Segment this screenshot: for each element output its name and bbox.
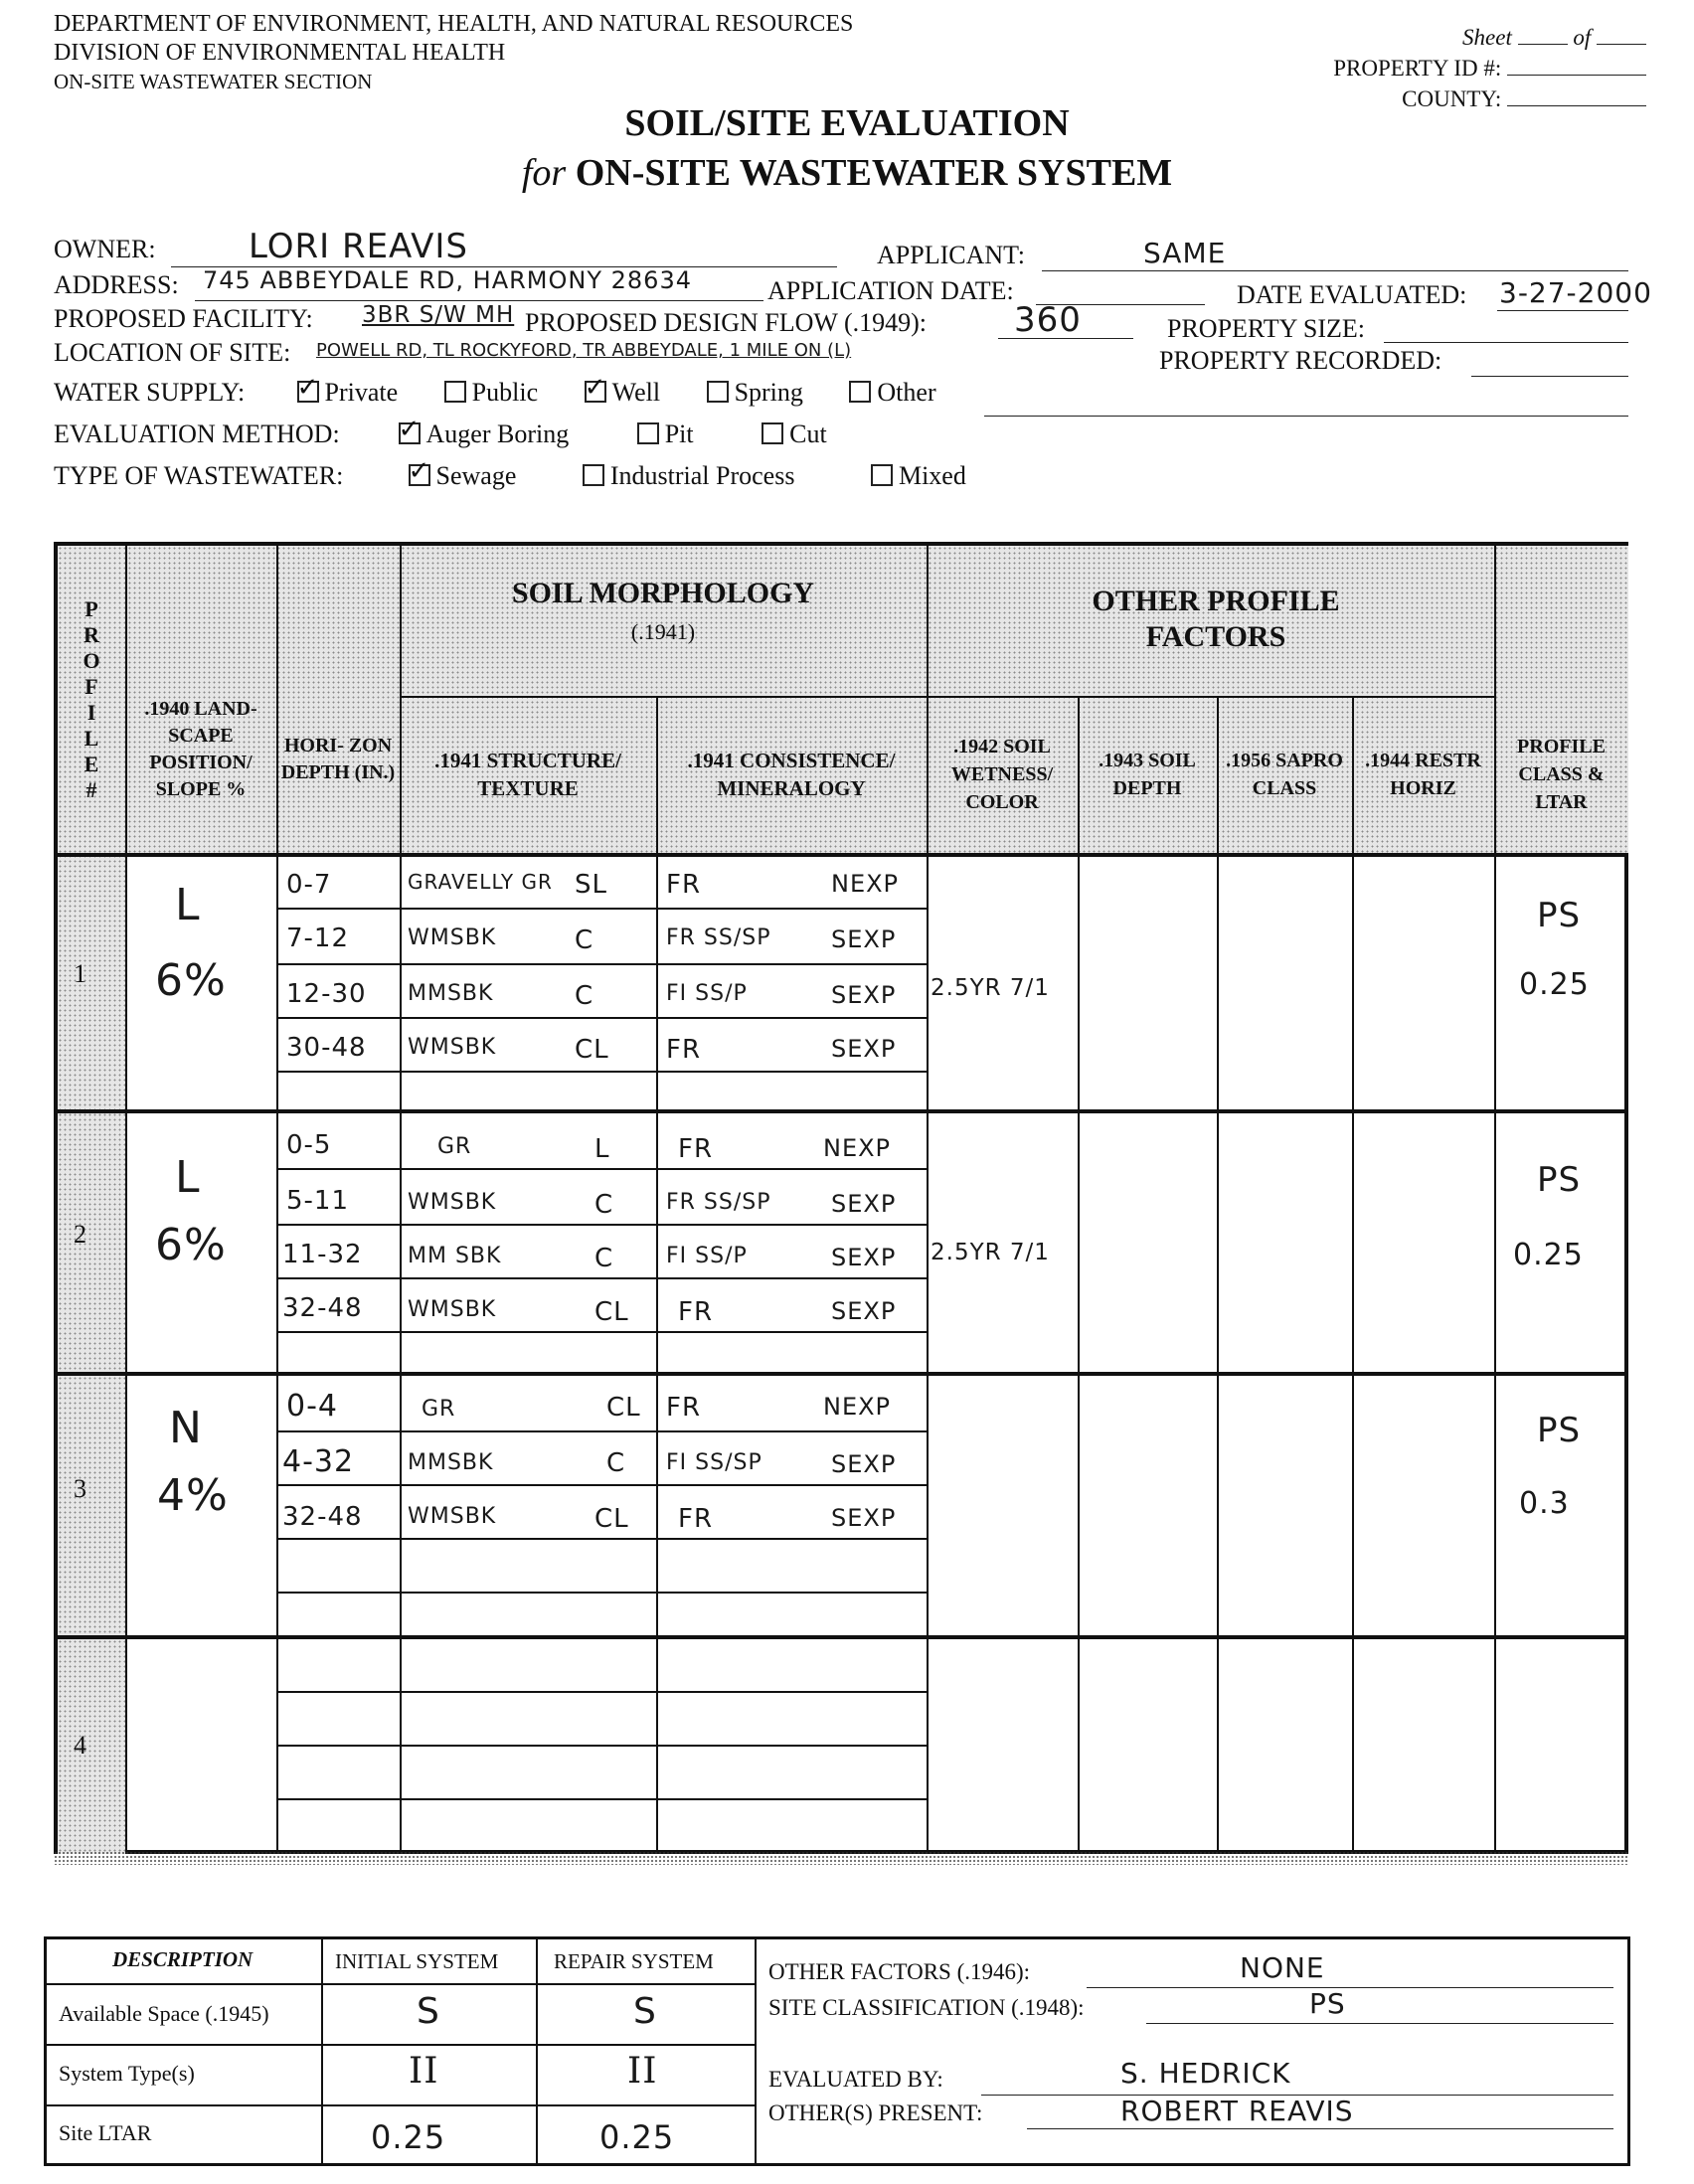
address-value[interactable]: 745 ABBEYDALE RD, HARMONY 28634 — [203, 266, 692, 294]
profile-2-slope[interactable]: 6% — [155, 1220, 227, 1270]
p3-r3-consistence[interactable]: FR — [678, 1504, 714, 1534]
water-option-well[interactable] — [585, 378, 660, 407]
profile-1-class[interactable]: PS — [1537, 896, 1582, 935]
p2-r4-consistence[interactable]: FR — [678, 1297, 714, 1327]
col-line-sapro — [1217, 696, 1219, 1854]
water-other-field — [984, 416, 1628, 417]
repair-system-header: REPAIR SYSTEM — [554, 1949, 714, 1973]
p2-r4-texture[interactable]: CL — [594, 1297, 629, 1327]
p3-r2-depth[interactable]: 4-32 — [282, 1444, 355, 1479]
well-label: Well — [611, 378, 661, 407]
date-evaluated-label: DATE EVALUATED: — [1237, 280, 1467, 309]
profile-2-class[interactable]: PS — [1537, 1160, 1582, 1200]
wastewater-option-mixed[interactable] — [871, 461, 966, 490]
profile-divider-2 — [58, 1372, 1628, 1376]
summary-table — [44, 1936, 1630, 2166]
other-factors-header: OTHER PROFILE FACTORS — [1092, 585, 1340, 653]
wastewater-label: TYPE OF WASTEWATER: — [54, 461, 344, 490]
evaluated-by-value[interactable]: S. HEDRICK — [1120, 2057, 1291, 2090]
p1-r2-depth[interactable]: 7-12 — [286, 924, 350, 953]
p3-r3-mineralogy[interactable]: SEXP — [831, 1504, 897, 1532]
soil-morphology-header: SOIL MORPHOLOGY — [511, 577, 815, 609]
wastewater-option-industrial[interactable] — [583, 461, 795, 490]
p1-r1-structure[interactable]: GRAVELLY GR — [408, 870, 553, 894]
evaluated-by-label: EVALUATED BY: — [768, 2067, 943, 2092]
p2-r2-mineralogy[interactable]: SEXP — [831, 1190, 897, 1218]
well-checkbox[interactable] — [585, 381, 606, 403]
owner-label: OWNER: — [54, 235, 156, 263]
subtitle-prefix: for — [521, 152, 567, 194]
p1-r1-mineralogy[interactable]: NEXP — [831, 870, 900, 898]
applicant-label: APPLICANT: — [877, 241, 1025, 269]
industrial-checkbox[interactable] — [583, 464, 604, 486]
property-recorded-label: PROPERTY RECORDED: — [1159, 346, 1442, 375]
summary-row-line — [47, 2104, 755, 2106]
p1-r2-structure[interactable]: WMSBK — [408, 925, 497, 950]
sheet-label: Sheet — [1462, 25, 1512, 50]
dept-line-3: ON-SITE WASTEWATER SECTION — [54, 70, 373, 93]
public-label: Public — [471, 378, 539, 407]
sapro-header: .1956 SAPRO CLASS — [1226, 750, 1343, 799]
other-label: Other — [877, 378, 936, 407]
sheet-number-field[interactable] — [1518, 24, 1568, 45]
p3-r1-depth[interactable]: 0-4 — [286, 1389, 338, 1424]
consistence-header: .1941 CONSISTENCE/ MINERALOGY — [687, 749, 896, 800]
profile-2-landscape[interactable]: L — [175, 1152, 201, 1203]
owner-value[interactable]: LORI REAVIS — [249, 227, 469, 266]
row-line — [276, 1224, 927, 1226]
p1-r1-texture[interactable]: SL — [575, 870, 607, 900]
col-line-consistence — [656, 696, 658, 1854]
public-checkbox[interactable] — [444, 381, 466, 403]
p2-r1-texture[interactable]: L — [594, 1134, 610, 1164]
description-header: DESCRIPTION — [112, 1947, 254, 1971]
auger-label: Auger Boring — [425, 420, 570, 448]
others-present-value[interactable]: ROBERT REAVIS — [1120, 2095, 1354, 2127]
site-ltar-label: Site LTAR — [59, 2120, 152, 2145]
profile-1-wetness[interactable]: 2.5YR 7/1 — [931, 975, 1050, 1001]
soil-morphology-code: (.1941) — [630, 619, 696, 644]
p3-r2-structure[interactable]: MMSBK — [408, 1450, 494, 1475]
summary-col-line — [536, 1939, 538, 2163]
p1-r3-texture[interactable]: C — [575, 981, 594, 1011]
row-line — [276, 1168, 927, 1170]
p3-r3-depth[interactable]: 32-48 — [282, 1502, 363, 1532]
p2-r3-mineralogy[interactable]: SEXP — [831, 1244, 897, 1271]
dept-line-2: DIVISION OF ENVIRONMENTAL HEALTH — [54, 40, 506, 66]
p1-r4-texture[interactable]: CL — [575, 1035, 609, 1065]
profile-3-slope[interactable]: 4% — [157, 1470, 229, 1521]
system-type-initial[interactable]: II — [409, 2051, 439, 2092]
others-present-underline — [1027, 2128, 1613, 2129]
department-header — [54, 10, 853, 96]
water-supply-row — [54, 378, 976, 408]
profile-3-ltar[interactable]: 0.3 — [1519, 1486, 1570, 1521]
row-line — [276, 1798, 927, 1800]
p1-r4-mineralogy[interactable]: SEXP — [831, 1035, 897, 1063]
subtitle-text: ON-SITE WASTEWATER SYSTEM — [575, 152, 1173, 194]
structure-header: .1941 STRUCTURE/ TEXTURE — [434, 749, 621, 800]
row-line — [276, 1071, 927, 1073]
p2-r1-consistence[interactable]: FR — [678, 1134, 714, 1164]
profile-4-number: 4 — [74, 1731, 86, 1760]
wastewater-row — [54, 461, 1006, 491]
sheet-total-field[interactable] — [1597, 24, 1646, 45]
eval-option-pit[interactable] — [637, 420, 694, 448]
p1-r2-mineralogy[interactable]: SEXP — [831, 925, 897, 953]
profile-3-landscape[interactable]: N — [169, 1403, 203, 1453]
summary-col-line — [321, 1939, 323, 2163]
applicant-underline — [1042, 270, 1628, 271]
eval-method-label: EVALUATION METHOD: — [54, 420, 340, 448]
p1-r1-depth[interactable]: 0-7 — [286, 870, 332, 900]
cut-label: Cut — [789, 420, 827, 448]
profile-divider-1 — [58, 1109, 1628, 1113]
others-present-label: OTHER(S) PRESENT: — [768, 2100, 983, 2125]
profile-3-class[interactable]: PS — [1537, 1411, 1582, 1450]
profile-header: P R O F I L E # — [83, 595, 100, 802]
other-checkbox[interactable] — [849, 381, 871, 403]
p2-r2-consistence[interactable]: FR SS/SP — [666, 1190, 771, 1215]
pit-checkbox[interactable] — [637, 422, 659, 444]
property-id-label: PROPERTY ID #: — [1333, 56, 1502, 81]
row-line — [276, 1430, 927, 1432]
p1-r3-depth[interactable]: 12-30 — [286, 979, 367, 1009]
p1-r3-structure[interactable]: MMSBK — [408, 981, 494, 1006]
mixed-checkbox[interactable] — [871, 464, 893, 486]
private-checkbox[interactable] — [297, 381, 319, 403]
p1-r2-texture[interactable]: C — [575, 925, 594, 955]
water-option-private[interactable] — [297, 378, 399, 407]
p2-r1-mineralogy[interactable]: NEXP — [823, 1134, 892, 1162]
p1-r4-consistence[interactable]: FR — [666, 1035, 702, 1065]
row-line — [276, 1331, 927, 1333]
row-line — [276, 1484, 927, 1486]
p1-r3-mineralogy[interactable]: SEXP — [831, 981, 897, 1009]
row-line — [276, 963, 927, 965]
p3-r2-mineralogy[interactable]: SEXP — [831, 1450, 897, 1478]
site-classification-label: SITE CLASSIFICATION (.1948): — [768, 1995, 1085, 2020]
p2-r4-structure[interactable]: WMSBK — [408, 1297, 497, 1322]
site-classification-value[interactable]: PS — [1309, 1987, 1346, 2020]
property-recorded-field — [1471, 376, 1628, 377]
p3-r3-texture[interactable]: CL — [594, 1504, 629, 1534]
site-ltar-initial[interactable]: 0.25 — [371, 2118, 446, 2156]
spring-label: Spring — [734, 378, 803, 407]
row-line — [276, 1592, 927, 1594]
site-classification-underline — [1146, 2023, 1613, 2024]
wastewater-option-sewage[interactable] — [409, 461, 517, 490]
address-label: ADDRESS: — [54, 270, 179, 299]
sewage-checkbox[interactable] — [409, 464, 430, 486]
date-evaluated-value[interactable]: 3-27-2000 — [1499, 276, 1652, 309]
profile-3-number: 3 — [74, 1474, 86, 1503]
profile-1-slope[interactable]: 6% — [155, 955, 227, 1006]
p1-r4-structure[interactable]: WMSBK — [408, 1035, 497, 1060]
design-flow-label: PROPOSED DESIGN FLOW (.1949): — [525, 308, 927, 337]
spring-checkbox[interactable] — [707, 381, 729, 403]
county-label: COUNTY: — [1402, 86, 1502, 111]
p3-r3-structure[interactable]: WMSBK — [408, 1504, 497, 1529]
profile-1-landscape[interactable]: L — [175, 880, 201, 930]
summary-col-line — [755, 1939, 757, 2163]
water-option-other[interactable] — [849, 378, 935, 407]
initial-system-header: INITIAL SYSTEM — [335, 1949, 499, 1973]
profile-class-header: PROFILE CLASS & LTAR — [1517, 736, 1606, 813]
p2-r3-structure[interactable]: MM SBK — [408, 1244, 502, 1268]
water-option-public[interactable] — [444, 378, 538, 407]
p3-r2-consistence[interactable]: FI SS/SP — [666, 1450, 762, 1475]
wetness-header: .1942 SOIL WETNESS/ COLOR — [950, 736, 1054, 813]
available-space-repair[interactable]: S — [633, 1991, 657, 2032]
design-flow-value[interactable]: 360 — [1014, 300, 1082, 340]
sewage-label: Sewage — [435, 461, 517, 490]
p2-r3-texture[interactable]: C — [594, 1244, 614, 1273]
restr-header: .1944 RESTR HORIZ — [1365, 750, 1481, 799]
water-supply-label: WATER SUPPLY: — [54, 378, 246, 407]
row-line — [276, 1017, 927, 1019]
cut-checkbox[interactable] — [762, 422, 783, 444]
p2-r1-structure[interactable]: GR — [437, 1134, 472, 1159]
auger-checkbox[interactable] — [399, 422, 421, 444]
p2-r2-texture[interactable]: C — [594, 1190, 614, 1220]
form-title: SOIL/SITE EVALUATION — [624, 102, 1070, 144]
profile-1-ltar[interactable]: 0.25 — [1519, 967, 1590, 1002]
eval-option-auger[interactable] — [399, 420, 570, 448]
p1-r4-depth[interactable]: 30-48 — [286, 1033, 367, 1063]
facility-value[interactable]: 3BR S/W MH — [362, 302, 515, 328]
row-line — [276, 1538, 927, 1540]
col-line-depth — [1078, 696, 1080, 1854]
system-type-label: System Type(s) — [59, 2061, 195, 2086]
eval-option-cut[interactable] — [762, 420, 827, 448]
evaluation-method-row — [54, 420, 867, 449]
available-space-initial[interactable]: S — [417, 1991, 440, 2032]
pit-label: Pit — [664, 420, 694, 448]
industrial-label: Industrial Process — [609, 461, 795, 490]
p3-r1-mineralogy[interactable]: NEXP — [823, 1393, 892, 1421]
summary-row-line — [47, 1983, 755, 1985]
date-evaluated-underline — [1497, 310, 1628, 311]
header-bottom-line — [58, 853, 1628, 857]
scan-noise-strip — [54, 1851, 1628, 1865]
landscape-header: .1940 LAND- SCAPE POSITION/ SLOPE % — [144, 697, 257, 800]
summary-row-line — [47, 2044, 755, 2046]
p2-r4-mineralogy[interactable]: SEXP — [831, 1297, 897, 1325]
available-space-label: Available Space (.1945) — [59, 2001, 269, 2026]
location-value[interactable]: POWELL RD, TL ROCKYFORD, TR ABBEYDALE, 1 MILE ON (L) — [316, 340, 852, 361]
other-factors-label: OTHER FACTORS (.1946): — [768, 1959, 1031, 1984]
horizon-header: HORI- ZON DEPTH (IN.) — [280, 734, 396, 783]
row-line — [276, 1277, 927, 1279]
p2-r2-structure[interactable]: WMSBK — [408, 1190, 497, 1215]
address-underline — [195, 300, 763, 301]
application-date-label: APPLICATION DATE: — [767, 276, 1014, 305]
col-line-restr — [1352, 696, 1354, 1854]
profile-divider-3 — [58, 1635, 1628, 1639]
row-line — [276, 1691, 927, 1693]
row-line — [276, 908, 927, 910]
mixed-label: Mixed — [898, 461, 966, 490]
row-line — [276, 1745, 927, 1747]
p2-r2-depth[interactable]: 5-11 — [286, 1186, 350, 1216]
other-factors-underline — [1087, 1987, 1613, 1988]
form-subtitle — [0, 151, 1694, 195]
property-size-label: PROPERTY SIZE: — [1167, 314, 1365, 343]
profile-2-number: 2 — [74, 1220, 86, 1249]
private-label: Private — [324, 378, 399, 407]
p3-r1-consistence[interactable]: FR — [666, 1393, 702, 1423]
system-type-repair[interactable]: II — [627, 2051, 658, 2092]
property-id-field[interactable] — [1507, 55, 1646, 76]
location-label: LOCATION OF SITE: — [54, 338, 291, 367]
profile-2-wetness[interactable]: 2.5YR 7/1 — [931, 1240, 1050, 1265]
profile-1-number: 1 — [74, 959, 86, 988]
p2-r3-depth[interactable]: 11-32 — [282, 1240, 363, 1269]
p2-r3-consistence[interactable]: FI SS/P — [666, 1244, 748, 1268]
water-option-spring[interactable] — [707, 378, 803, 407]
p2-r1-depth[interactable]: 0-5 — [286, 1130, 332, 1160]
soil-depth-header: .1943 SOIL DEPTH — [1099, 750, 1196, 799]
profile-2-ltar[interactable]: 0.25 — [1513, 1238, 1584, 1272]
p1-r3-consistence[interactable]: FI SS/P — [666, 981, 748, 1006]
of-label: of — [1573, 25, 1592, 50]
property-size-field — [1384, 342, 1628, 343]
facility-label: PROPOSED FACILITY: — [54, 304, 313, 333]
soil-evaluation-table — [54, 542, 1628, 1854]
p2-r4-depth[interactable]: 32-48 — [282, 1293, 363, 1323]
applicant-value[interactable]: SAME — [1143, 237, 1227, 269]
p3-r1-texture[interactable]: CL — [606, 1393, 641, 1423]
p1-r1-consistence[interactable]: FR — [666, 870, 702, 900]
p3-r1-structure[interactable]: GR — [422, 1397, 456, 1422]
dept-line-1: DEPARTMENT OF ENVIRONMENT, HEALTH, AND NATURAL RESOURCES — [54, 11, 854, 37]
p1-r2-consistence[interactable]: FR SS/SP — [666, 925, 771, 950]
p3-r2-texture[interactable]: C — [606, 1448, 626, 1478]
site-ltar-repair[interactable]: 0.25 — [599, 2118, 675, 2156]
other-factors-value[interactable]: NONE — [1240, 1951, 1325, 1984]
